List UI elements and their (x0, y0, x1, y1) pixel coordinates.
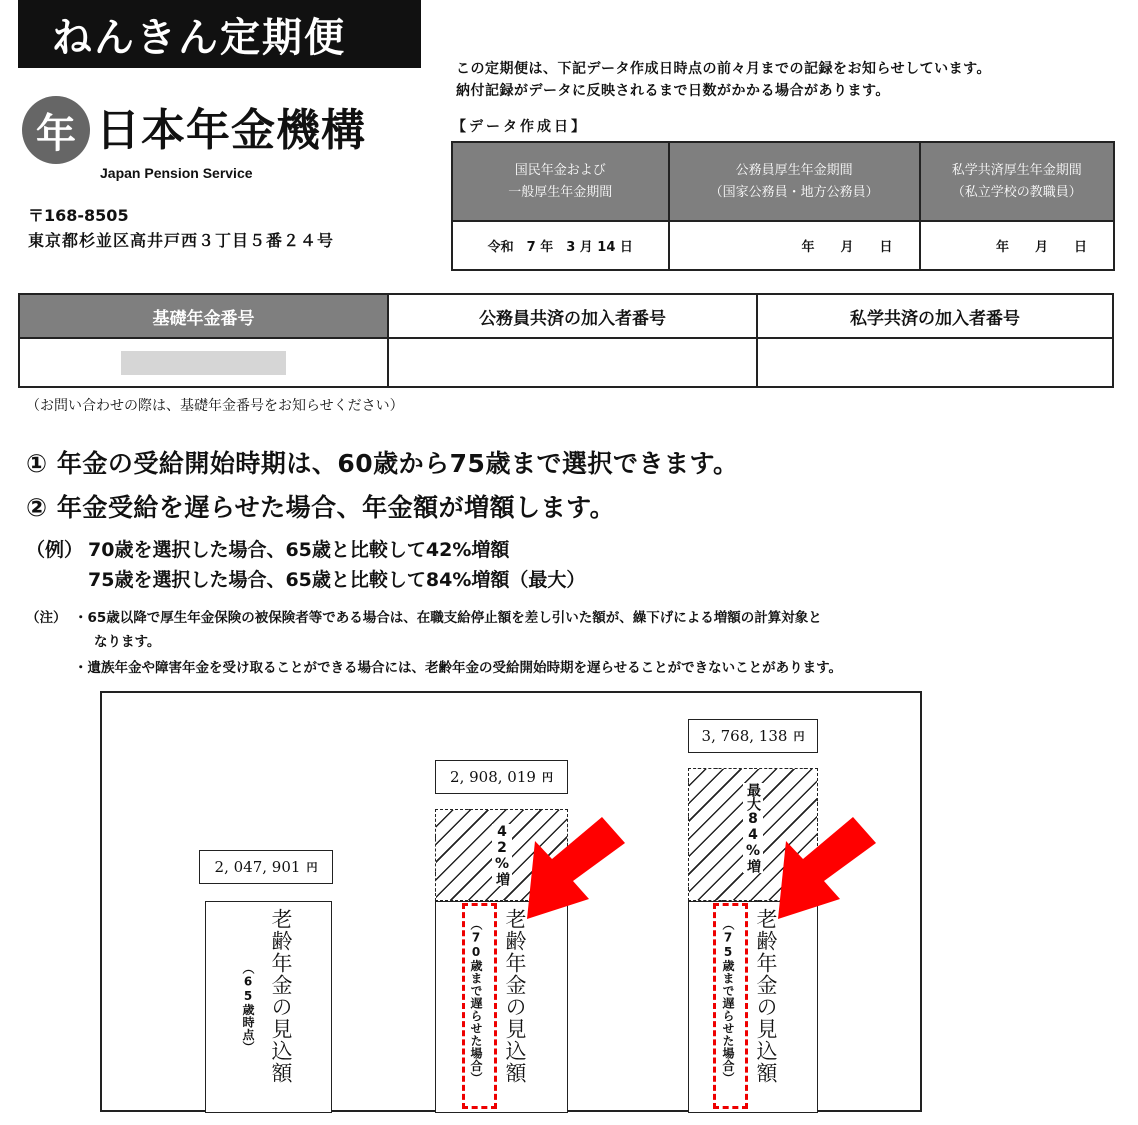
bar-75-main-label: 老齢年金の見込額 (754, 908, 778, 1084)
red-arrow-icon (527, 817, 625, 919)
inquiry-note: （お問い合わせの際は、基礎年金番号をお知らせください） (26, 398, 404, 414)
basic-pension-number-header: 基礎年金番号 (19, 294, 388, 338)
public-member-number-value (388, 338, 757, 387)
page-title: ねんきん定期便 (18, 0, 421, 68)
org-name: 日本年金機構 (96, 105, 366, 156)
jps-logo-icon: 年 (22, 96, 90, 164)
headline-2: ② 年金受給を遅らせた場合、年金額が増額します。 (26, 493, 616, 522)
pension-comparison-chart (100, 691, 922, 1112)
example-line-1: 70歳を選択した場合、65歳と比較して42%増額 (88, 539, 510, 561)
date-table (451, 141, 1115, 271)
date-header-public: 公務員厚生年金期間 （国家公務員・地方公務員） (669, 142, 920, 221)
value-box-70: 2, 908, 019 円 (435, 760, 568, 794)
notes-line-1b: なります。 (94, 634, 161, 650)
notice-line-1: この定期便は、下記データ作成日時点の前々月までの記録をお知らせしています。 (456, 61, 991, 77)
bar-75-increase-label: 最大84%増 (745, 783, 761, 873)
address: 東京都杉並区高井戸西３丁目５番２４号 (28, 231, 335, 250)
example-line-2: 75歳を選択した場合、65歳と比較して84%増額（最大） (88, 569, 586, 591)
notes-line-2: ・遺族年金や障害年金を受け取ることができる場合には、老齢年金の受給開始時期を遅らせることができないことがあります。 (74, 660, 843, 676)
bar-75-sub-label: （75歳まで遅らせた場合） (721, 918, 735, 1085)
basic-pension-number-value (19, 338, 388, 387)
value-box-65: 2, 047, 901 円 (199, 850, 333, 884)
bar-70-main-label: 老齢年金の見込額 (503, 908, 527, 1084)
date-value-private: 年 月 日 (920, 221, 1114, 270)
date-header-national: 国民年金および 一般厚生年金期間 (452, 142, 669, 221)
bar-65-main-label: 老齢年金の見込額 (269, 908, 293, 1084)
notes-prefix: （注） (26, 610, 67, 626)
red-arrow-icon (778, 817, 876, 919)
private-member-number-value (757, 338, 1113, 387)
date-label: 【データ作成日】 (452, 119, 588, 135)
date-header-private: 私学共済厚生年金期間 （私立学校の教職員） (920, 142, 1114, 221)
bar-70-sub-label: （70歳まで遅らせた場合） (469, 918, 483, 1085)
example-prefix: （例） (26, 539, 84, 561)
notice-line-2: 納付記録がデータに反映されるまで日数がかかる場合があります。 (456, 83, 890, 99)
date-value-national: 令和 7 年 3 月 14 日 (452, 221, 669, 270)
red-arrows (102, 693, 924, 1114)
redacted-number (121, 351, 286, 375)
headline-1: ① 年金の受給開始時期は、60歳から75歳まで選択できます。 (26, 449, 739, 478)
private-member-number-header: 私学共済の加入者番号 (757, 294, 1113, 338)
number-table (18, 293, 1114, 388)
public-member-number-header: 公務員共済の加入者番号 (388, 294, 757, 338)
date-value-public: 年 月 日 (669, 221, 920, 270)
bar-65-sub-label: （65歳時点） (241, 962, 255, 1054)
value-box-75: 3, 768, 138 円 (688, 719, 818, 753)
org-name-en: Japan Pension Service (100, 165, 253, 181)
postal-code: 〒168-8505 (28, 206, 129, 225)
notes-line-1: ・65歳以降で厚生年金保険の被保険者等である場合は、在職支給停止額を差し引いた額が、繰下げによる増額の計算対象と (74, 610, 822, 626)
bar-70-increase-label: 42%増 (494, 824, 510, 886)
